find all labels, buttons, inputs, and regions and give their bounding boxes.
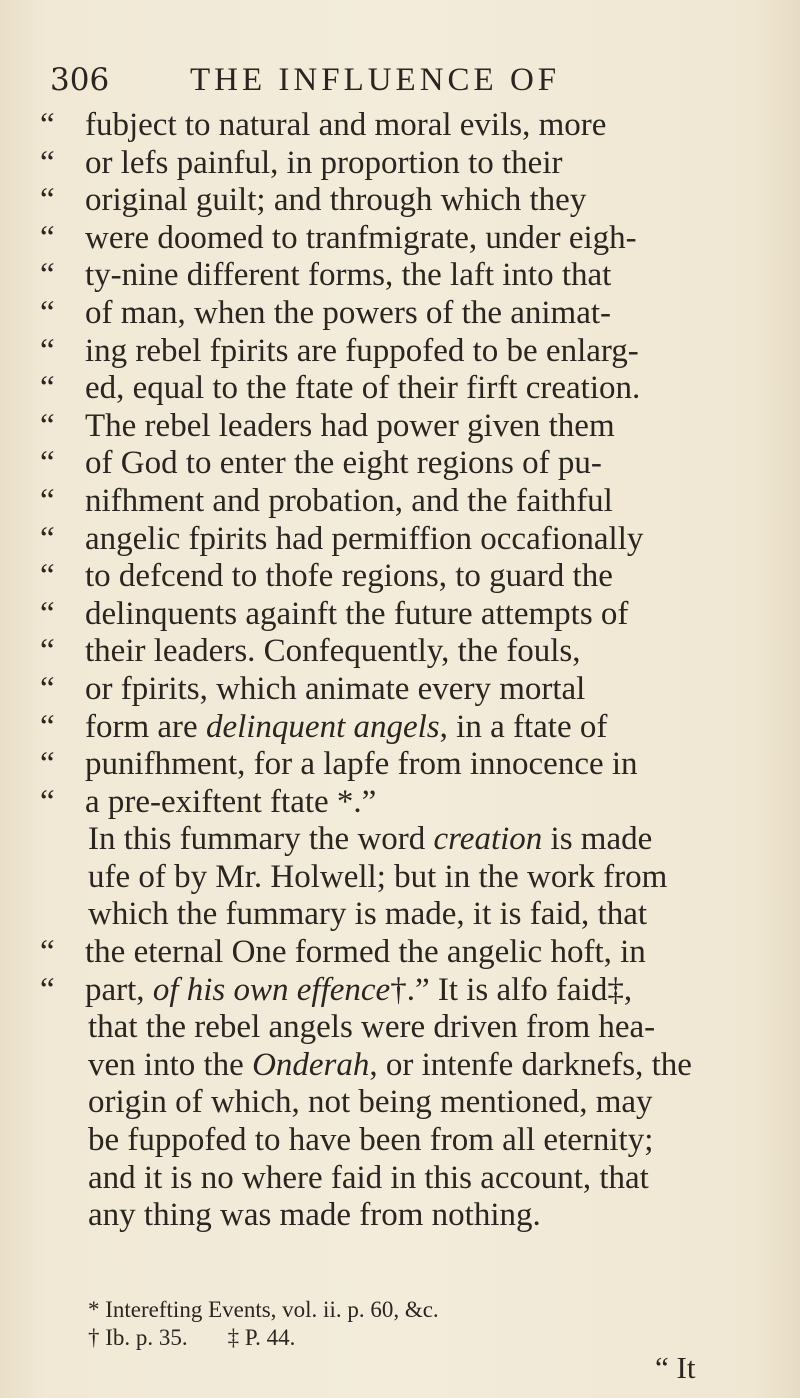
text-line (40, 821, 760, 859)
quote-mark: “ (40, 746, 55, 783)
line-text: ed, equal to the ftate of their firft creation. (85, 370, 641, 407)
text-line (40, 633, 760, 671)
text-line (40, 859, 760, 897)
text-line (40, 145, 760, 183)
line-text: nifhment and probation, and the faithful (85, 482, 613, 519)
text-line (40, 1160, 760, 1198)
text-line (40, 596, 760, 634)
text-line (40, 182, 760, 220)
quote-mark: “ (40, 934, 55, 971)
text-line (40, 1047, 760, 1085)
line-text: The rebel leaders had power given them (85, 407, 615, 444)
line-text: ufe of by Mr. Holwell; but in the work from (88, 858, 668, 895)
footnote-star: * Interefting Events, vol. ii. p. 60, &c. (88, 1297, 439, 1322)
italic-phrase: Onderah (252, 1046, 370, 1083)
page-header (50, 62, 750, 102)
text-line (40, 972, 760, 1010)
line-text: to defcend to thofe regions, to guard the (85, 558, 613, 595)
line-text: or fpirits, which animate every mortal (85, 670, 586, 707)
line-text: their leaders. Confequently, the fouls, (85, 633, 581, 670)
quote-mark: “ (40, 783, 55, 820)
text-line (40, 483, 760, 521)
line-text: ing rebel fpirits are fuppofed to be enlarg- (85, 332, 639, 369)
line-text-post: †.” It is alfo faid‡, (390, 971, 633, 1008)
quote-mark: “ (40, 971, 55, 1008)
line-text: which the fummary is made, it is faid, that (88, 896, 648, 933)
line-text-pre: form are (85, 708, 206, 745)
quote-mark: “ (40, 407, 55, 444)
line-text-pre: ven into the (88, 1046, 253, 1083)
text-line (40, 934, 760, 972)
footnotes (88, 1296, 688, 1352)
quote-mark: “ (40, 144, 55, 181)
line-text: delinquents againft the future attempts of (85, 595, 629, 632)
line-text: original guilt; and through which they (85, 182, 587, 219)
quote-mark: “ (40, 520, 55, 557)
text-line (40, 257, 760, 295)
text-line (40, 558, 760, 596)
line-text: be fuppofed to have been from all eternity; (88, 1122, 654, 1159)
running-head: THE INFLUENCE OF (190, 62, 561, 98)
footnote-dagger: † Ib. p. 35. (88, 1325, 188, 1350)
line-text: angelic fpirits had permiffion occafionally (85, 520, 644, 557)
text-line (40, 220, 760, 258)
line-text: that the rebel angels were driven from hea- (88, 1009, 656, 1046)
quote-mark: “ (40, 670, 55, 707)
line-text: ty-nine different forms, the laft into that (85, 257, 612, 294)
footnote-daggers (88, 1324, 688, 1352)
page-number: 306 (50, 62, 110, 98)
line-text: fubject to natural and moral evils, more (85, 107, 607, 143)
line-text: the eternal One formed the angelic hoft, in (85, 934, 646, 971)
line-text: of God to enter the eight regions of pu- (85, 445, 602, 482)
line-text: or lefs painful, in proportion to their (85, 144, 563, 181)
text-line (40, 445, 760, 483)
text-line (40, 671, 760, 709)
quote-mark: “ (40, 445, 55, 482)
text-line (40, 1009, 760, 1047)
line-text: a pre-exiftent ftate *.” (85, 783, 377, 820)
quote-mark: “ (40, 633, 55, 670)
text-line (40, 709, 760, 747)
line-text-post: , or intenfe darknefs, the (369, 1046, 692, 1083)
quote-mark: “ (40, 332, 55, 369)
line-text (88, 821, 652, 859)
quote-mark: “ (40, 182, 55, 219)
body-text (40, 107, 760, 1235)
text-line (40, 295, 760, 333)
quote-mark: “ (40, 708, 55, 745)
text-line (40, 370, 760, 408)
text-line (40, 1122, 760, 1160)
quote-mark: “ (40, 370, 55, 407)
text-line (40, 408, 760, 446)
line-text: origin of which, not being mentioned, may (88, 1084, 653, 1121)
line-text: and it is no where faid in this account, that (88, 1159, 649, 1196)
line-text (88, 1047, 692, 1085)
quote-mark: “ (40, 294, 55, 331)
line-text-pre: part, (85, 971, 153, 1008)
line-text-pre: In this fummary the word (88, 821, 434, 858)
line-text-post: is made (542, 821, 653, 858)
quote-mark: “ (40, 482, 55, 519)
text-line (40, 107, 760, 145)
line-text: of man, when the powers of the animat- (85, 294, 612, 331)
quote-mark: “ (40, 257, 55, 294)
footnote-double-dagger: ‡ P. 44. (227, 1325, 296, 1350)
line-text: punifhment, for a lapfe from innocence in (85, 746, 638, 783)
quote-mark: “ (40, 219, 55, 256)
italic-phrase: delinquent angels (205, 708, 440, 745)
quote-mark: “ (40, 558, 55, 595)
text-line (40, 896, 760, 934)
line-text-post: , in a ftate of (439, 708, 608, 745)
text-line (40, 1084, 760, 1122)
line-text (85, 709, 607, 747)
text-line (40, 784, 760, 822)
italic-phrase: creation (433, 821, 543, 858)
catchword: “ It (655, 1350, 696, 1385)
text-line (40, 1197, 760, 1235)
line-text (85, 972, 632, 1010)
text-line (40, 521, 760, 559)
quote-mark: “ (40, 107, 55, 143)
italic-phrase: of his own effence (152, 971, 391, 1008)
text-line (40, 746, 760, 784)
text-line (40, 333, 760, 371)
quote-mark: “ (40, 595, 55, 632)
line-text: were doomed to tranfmigrate, under eigh- (85, 219, 637, 256)
line-text: any thing was made from nothing. (88, 1197, 541, 1234)
